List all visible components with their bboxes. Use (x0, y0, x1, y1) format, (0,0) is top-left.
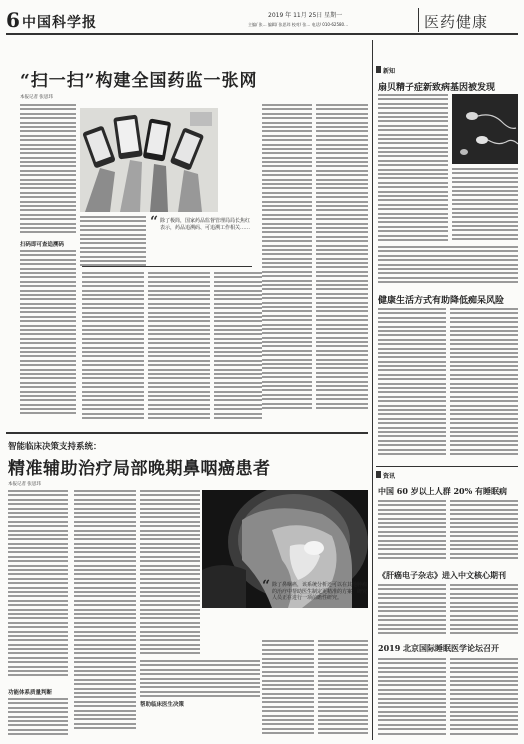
sidebar-item2-text-b (450, 308, 518, 458)
article2-text-col3b (140, 660, 260, 738)
article1-text-col4 (214, 272, 262, 426)
pull-quote-rule (82, 266, 252, 267)
article1-text-col3 (148, 272, 210, 426)
article2-subhead-left: 功能体系质量判断 (8, 690, 53, 696)
article1-text-col5 (262, 104, 312, 426)
article1-headline: “扫一扫”构建全国药监一张网 (20, 71, 258, 91)
sidebar-item5-text-b (450, 658, 518, 738)
article2-text-col2 (74, 490, 136, 738)
sidebar-item1-text-a (378, 94, 448, 244)
article2-text-col1a (8, 490, 68, 680)
sidebar-item3-text-b (450, 500, 518, 564)
article1-phones-illustration (80, 108, 218, 212)
article2-text-col4 (262, 640, 314, 738)
article2-image-caption (262, 580, 370, 638)
article1-subhead: 扫码即可查追溯码 (20, 242, 65, 248)
header-divider (418, 8, 419, 32)
article1-pull-quote (150, 214, 250, 264)
sidebar-item3-title: 中国 60 岁以上人群 20% 有睡眠病 (378, 486, 508, 496)
sidebar-item1-text-b (452, 168, 518, 244)
sidebar-item5-text-a (378, 658, 446, 738)
sidebar-item3-text-a (378, 500, 446, 564)
issue-date: 2019 年 11月 25日 星期一 (268, 12, 343, 19)
article1-text-col1a (20, 104, 76, 236)
sidebar-item4-title: 《肝癌电子杂志》进入中文核心期刊 (378, 570, 506, 580)
article1-text-col1b (20, 250, 76, 420)
quote-mark-icon: “ (262, 578, 271, 594)
sidebar-item1-title: 扇贝精子症新致病基因被发现 (378, 83, 496, 93)
quote-mark-icon: “ (150, 214, 159, 230)
sidebar-item2-text-a (378, 308, 446, 458)
sidebar-item1-text-c (378, 246, 518, 288)
pull-quote-text: 除了极简，国家药品监督管理局局长焦红表示，药品追溯码、可追溯工作相关…… (160, 218, 251, 231)
sidebar-label-news: 新知 (383, 68, 396, 75)
sidebar-rule (376, 466, 518, 467)
article2-byline: 本报记者 张思玮 (8, 482, 41, 487)
article1-text-col2a (80, 216, 146, 270)
article2-text-col3a (140, 490, 200, 658)
article2-text-col5 (318, 640, 368, 738)
sidebar-item4-text-b (450, 584, 518, 638)
page-number: 6 (6, 8, 20, 32)
sperm-cell-image (452, 94, 518, 164)
sidebar-label-info: 资讯 (383, 473, 396, 480)
label-marker (376, 471, 381, 478)
sidebar-item2-title: 健康生活方式有助降低痴呆风险 (378, 296, 505, 306)
article-divider (6, 432, 368, 434)
masthead: 中国科学报 (22, 15, 97, 31)
article1-text-col6 (316, 104, 368, 426)
header-rule (6, 33, 518, 35)
article2-kicker: 智能临床决策支持系统： (8, 442, 102, 452)
article1-byline: 本报记者 张思玮 (20, 95, 53, 100)
sidebar-divider (372, 40, 373, 740)
article2-text-col1b (8, 698, 68, 738)
article2-headline: 精准辅助治疗局部晚期鼻咽癌患者 (8, 459, 271, 479)
section-title: 医药健康 (424, 13, 489, 31)
label-marker (376, 66, 381, 73)
article1-text-col2b (82, 272, 144, 426)
image-caption-text: 除了鼻咽癌，该系统分析还可以在其他肿瘤的治疗中帮助医生制定更精准的方案，研究人员正在进行一项前瞻性研究。 (272, 582, 368, 601)
sidebar-item5-title: 2019 北京国际睡眠医学论坛召开 (378, 643, 500, 653)
sidebar-item4-text-a (378, 584, 446, 638)
article2-subhead-mid: 帮助临床医生决策 (140, 702, 185, 708)
editor-credits: 主编/ 张… 编辑/ 张思玮 校对/ 张… 电话/ 010-62580… (248, 22, 349, 27)
